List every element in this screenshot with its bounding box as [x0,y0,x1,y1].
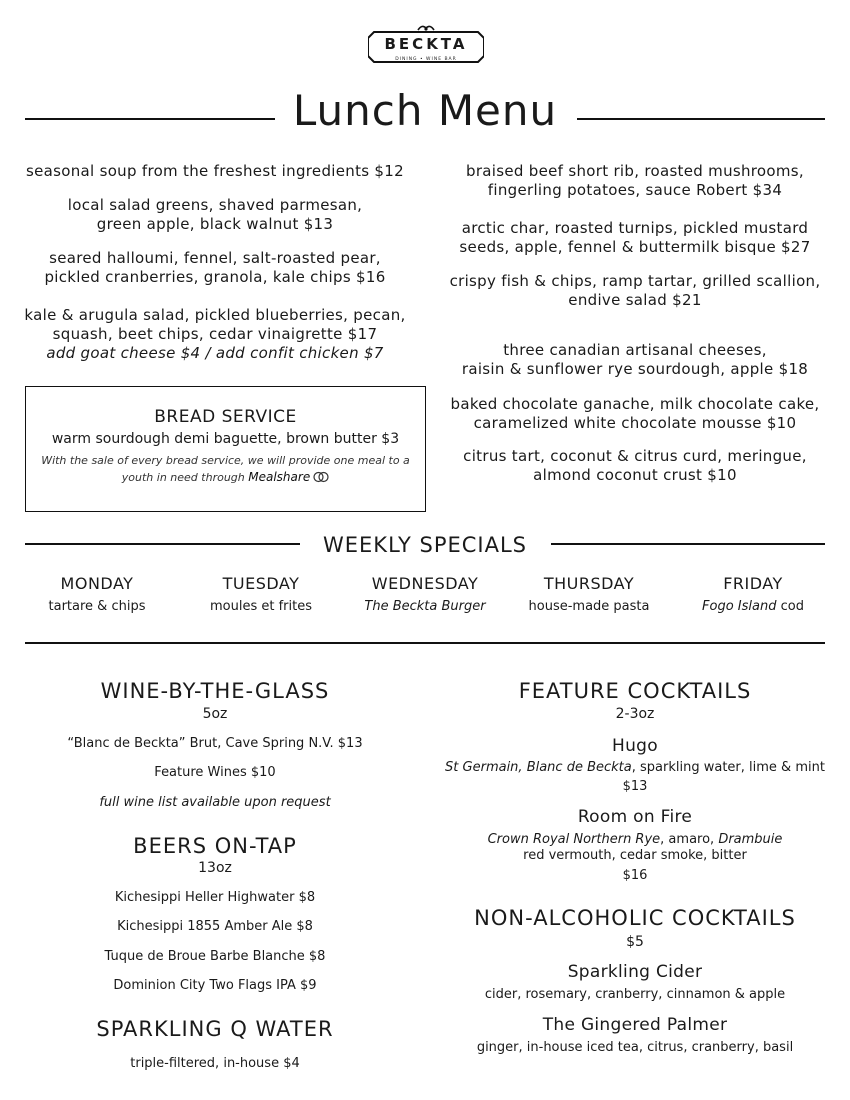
mealshare-icon [313,471,329,488]
cocktail-hugo-price: $13 [622,779,648,794]
cocktail-hugo-name: Hugo [612,736,658,756]
menu-item-fish-chips: crispy fish & chips, ramp tartar, grilled scallion, endive salad $21 [449,272,821,309]
bread-service-title: BREAD SERVICE [154,407,297,427]
beer-item: Dominion City Two Flags IPA $9 [113,978,317,993]
water-title: SPARKLING Q WATER [96,1017,334,1041]
special-tuesday: TUESDAY moules et frites [209,574,312,614]
beer-title: BEERS ON-TAP [133,834,297,858]
wine-title: WINE-BY-THE-GLASS [100,679,330,703]
logo-name: BECKTA [384,35,468,53]
menu-item-cheeses: three canadian artisanal cheeses, raisin & sunflower rye sourdough, apple $18 [461,341,809,378]
menu-item-salad-greens: local salad greens, shaved parmesan, green apple, black walnut $13 [67,196,363,233]
title-rule-right [577,118,825,120]
special-wednesday: WEDNESDAY The Beckta Burger [364,574,486,614]
cocktail-fire-price: $16 [622,868,648,883]
beer-item: Tuque de Broue Barbe Blanche $8 [104,949,326,964]
menu-item-addon: add goat cheese $4 / add confit chicken $7 [46,344,384,362]
cocktails-size: 2-3oz [615,706,655,722]
weekly-rule-left [25,543,300,545]
weekly-bottom-rule [25,642,825,644]
menu-item-ganache: baked chocolate ganache, milk chocolate cake, caramelized white chocolate mousse $10 [450,395,820,432]
menu-item-arctic-char: arctic char, roasted turnips, pickled mustard seeds, apple, fennel & buttermilk bisque $27 [459,219,811,256]
menu-item-short-rib: braised beef short rib, roasted mushrooms, fingerling potatoes, sauce Robert $34 [466,162,804,199]
water-text: triple-filtered, in-house $4 [130,1056,300,1071]
nonalc-cider-desc: cider, rosemary, cranberry, cinnamon & apple [484,987,786,1002]
menu-item-halloumi: seared halloumi, fennel, salt-roasted pear, pickled cranberries, granola, kale chips $16 [44,249,386,286]
page-title: Lunch Menu [292,86,558,135]
bread-service-box [25,386,426,512]
menu-item-kale-salad: kale & arugula salad, pickled blueberries, pecan, squash, beet chips, cedar vinaigrette $17 add goat cheese $4 / add confit chicken $7 [10,306,420,363]
cocktail-hugo-desc: St Germain, Blanc de Beckta, sparkling water, lime & mint [445,760,825,775]
weekly-rule-right [551,543,825,545]
wine-item-blanc: “Blanc de Beckta” Brut, Cave Spring N.V. $13 [67,736,363,751]
nonalc-price: $5 [626,934,644,950]
beer-item: Kichesippi 1855 Amber Ale $8 [117,919,313,934]
logo-tagline: DINING • WINE BAR [395,57,457,62]
nonalc-palmer-name: The Gingered Palmer [542,1015,728,1035]
beer-item: Kichesippi Heller Highwater $8 [114,890,316,905]
menu-item-soup: seasonal soup from the freshest ingredients $12 [26,162,404,180]
cocktail-fire-name: Room on Fire [577,807,693,827]
beckta-logo [368,24,484,68]
special-monday: MONDAY tartare & chips [48,574,146,614]
wine-list-note: full wine list available upon request [99,795,331,810]
special-thursday: THURSDAY house-made pasta [528,574,650,614]
bread-service-note: With the sale of every bread service, we will provide one meal to a youth in need through Mealshare [26,453,425,488]
bread-service-text: warm sourdough demi baguette, brown butter $3 [51,431,400,447]
cocktail-fire-desc-1: Crown Royal Northern Rye, amaro, Drambuie [487,832,783,847]
weekly-specials-title: WEEKLY SPECIALS [323,533,527,557]
cocktail-fire-desc-2: red vermouth, cedar smoke, bitter [523,848,747,863]
nonalc-cider-name: Sparkling Cider [567,962,703,982]
nonalc-palmer-desc: ginger, in-house iced tea, citrus, cranberry, basil [476,1040,794,1055]
cocktails-title: FEATURE COCKTAILS [518,679,752,703]
wine-size: 5oz [202,706,228,722]
beer-size: 13oz [198,860,232,876]
special-friday: FRIDAY Fogo Island cod [702,574,804,614]
wine-item-feature: Feature Wines $10 [154,765,276,780]
menu-item-citrus-tart: citrus tart, coconut & citrus curd, meringue, almond coconut crust $10 [463,447,807,484]
mealshare-label: Mealshare [248,470,311,484]
nonalc-title: NON-ALCOHOLIC COCKTAILS [474,906,796,930]
